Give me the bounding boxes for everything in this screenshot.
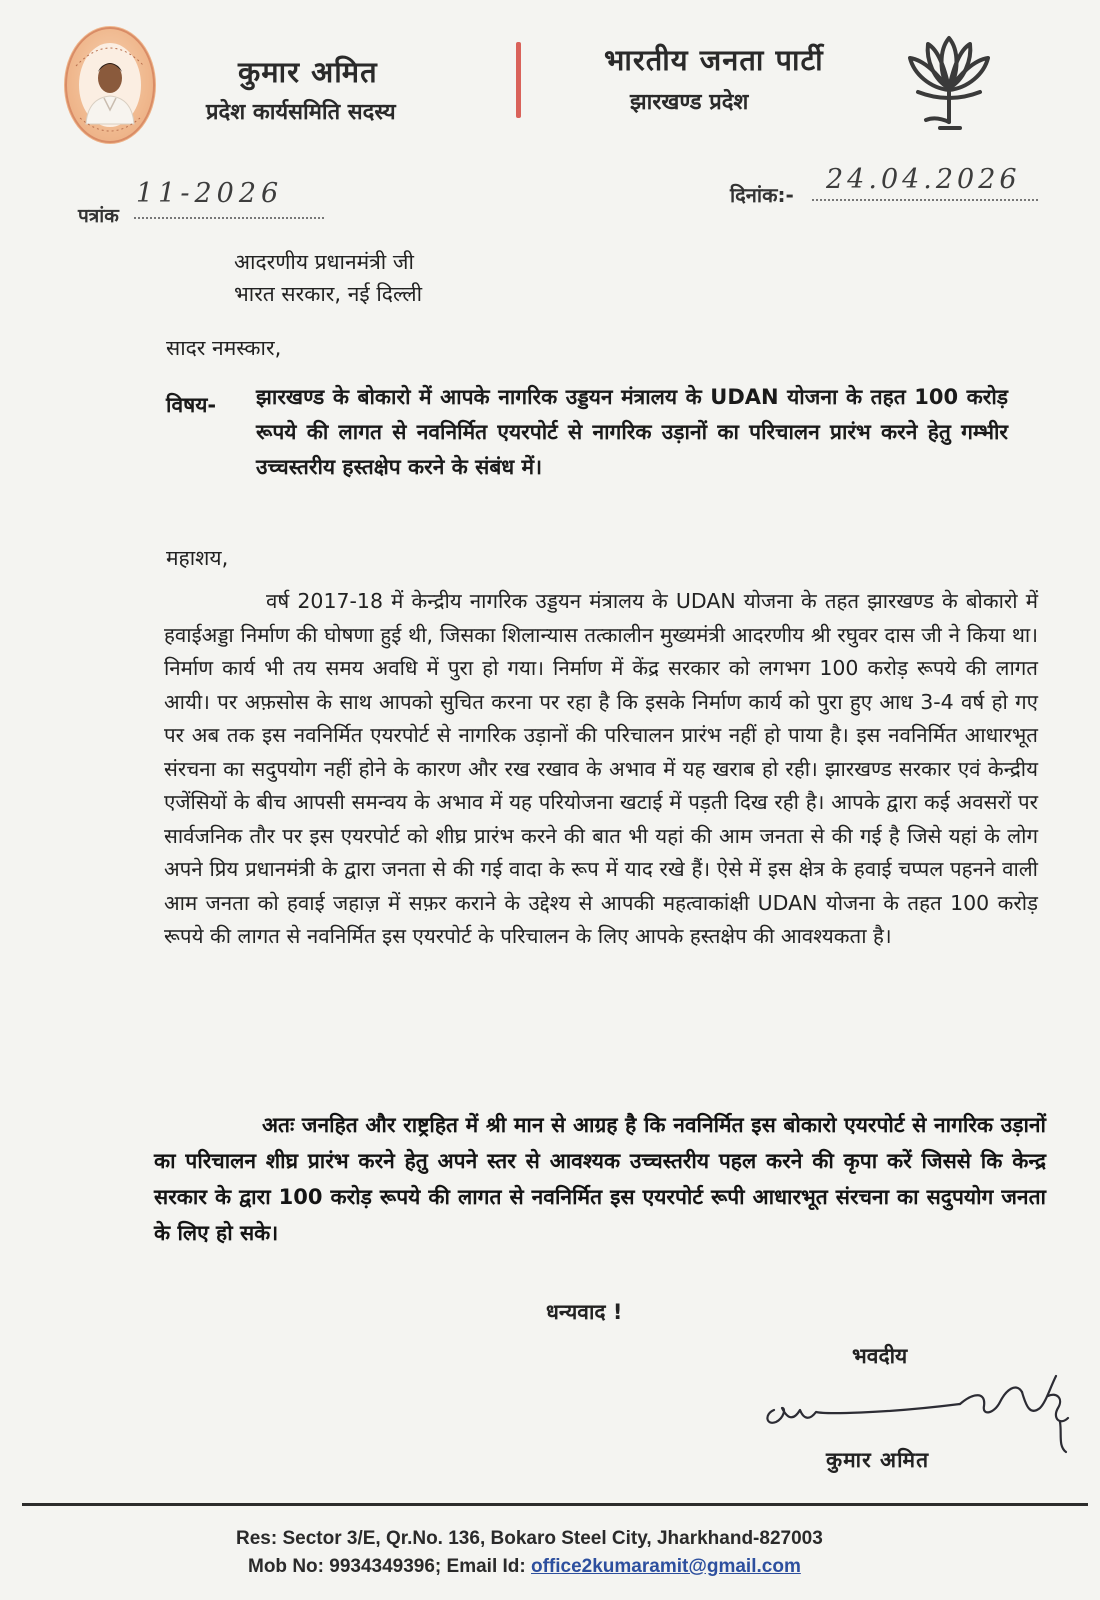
subject-text: झारखण्ड के बोकारो में आपके नागरिक उड्डयन मंत्रालय के UDAN योजना के तहत 100 करोड़ रूपये की लागत से नवनिर्मित एयरपोर्ट से नागरिक उड़ानों का परिचालन प्रारंभ करने हेतु गम्भीर उच्चस्तरीय हस्तक्षेप करने के संबंध में।	[256, 385, 1008, 479]
date-dotted-line	[812, 199, 1038, 201]
lotus-logo-icon	[906, 30, 992, 136]
signer-name: कुमार अमित	[826, 1448, 930, 1472]
date-label: दिनांक:-	[730, 183, 794, 207]
closing-thanks: धन्यवाद !	[546, 1300, 623, 1324]
body-paragraph-2: अतः जनहित और राष्ट्रहित में श्री मान से आग्रह है कि नवनिर्मित इस बोकारो एयरपोर्ट से नागरिक उड़ानों का परिचालन शीघ्र प्रारंभ करने हेतु अपने स्तर से आवश्यक उच्चस्तरीय पहल करने की कृपा करें जिससे कि केन्द्र सरकार के द्वारा 100 करोड़ रूपये की लागत से नवनिर्मित इस एयरपोर्ट रूपी आधारभूत संरचना का सदुपयोग जनता के लिए हो सके।	[154, 1113, 1046, 1245]
recipient-line-1: आदरणीय प्रधानमंत्री जी	[234, 250, 414, 274]
party-state: झारखण्ड प्रदेश	[630, 90, 749, 115]
footer-divider	[22, 1503, 1088, 1506]
date-value: 24.04.2026	[826, 164, 1021, 195]
footer-email-label: Email Id:	[446, 1556, 526, 1577]
reference-number: 11-2026	[136, 178, 284, 209]
footer-mobile: Mob No: 9934349396;	[248, 1556, 442, 1577]
handwritten-signature	[760, 1362, 1080, 1458]
salutation: सादर नमस्कार,	[166, 336, 282, 360]
addressee: महाशय,	[166, 546, 229, 570]
sender-role: प्रदेश कार्यसमिति सदस्य	[206, 100, 396, 125]
recipient-line-2: भारत सरकार, नई दिल्ली	[234, 282, 423, 306]
reference-dotted-line	[134, 217, 324, 219]
footer-address: Res: Sector 3/E, Qr.No. 136, Bokaro Steel City, Jharkhand-827003	[236, 1528, 823, 1549]
sender-photo-seal	[64, 26, 156, 144]
body-paragraph-1: वर्ष 2017-18 में केन्द्रीय नागरिक उड्डयन मंत्रालय के UDAN योजना के तहत झारखण्ड के बोकारो में हवाईअड्डा निर्माण की घोषणा हुई थी, जिसका शिलान्यास तत्कालीन मुख्यमंत्री आदरणीय श्री रघुवर दास जी ने किया था। निर्माण कार्य भी तय समय अवधि में पुरा हो गया। निर्माण में केंद्र सरकार को लगभग 100 करोड़ रूपये की लागत आयी। पर अफ़सोस के साथ आपको सुचित करना पर रहा है कि इसके निर्माण कार्य को पुरा हुए आध 3-4 वर्ष हो गए पर अब तक इस नवनिर्मित एयरपोर्ट से नागरिक उड़ानों की परिचालन प्रारंभ नहीं हो पाया है। इस नवनिर्मित आधारभूत संरचना का सदुपयोग नहीं होने के कारण और रख रखाव के अभाव में यह खराब हो रही। झारखण्ड सरकार एवं केन्द्रीय एजेंसियों के बीच आपसी समन्वय के अभाव में यह परियोजना खटाई में पड़ती दिख रही है। आपके द्वारा कई अवसरों पर सार्वजनिक तौर पर इस एयरपोर्ट को शीघ्र प्रारंभ करने की बात भी यहां की आम जनता से की गई है जिसे यहां के लोग अपने प्रिय प्रधानमंत्री के द्वारा जनता से की गई वादा के रूप में याद रखे हैं। ऐसे में इस क्षेत्र के हवाई चप्पल पहनने वाली आम जनता को हवाई जहाज़ में सफ़र कराने के उद्देश्य से आपकी महत्वाकांक्षी UDAN योजना के तहत 100 करोड़ रूपये की लागत से नवनिर्मित इस एयरपोर्ट के परिचालन के लिए आपके हस्तक्षेप की आवश्यकता है।	[164, 589, 1038, 948]
sender-name: कुमार अमित	[238, 55, 378, 89]
reference-label: पत्रांक	[78, 205, 119, 227]
footer-email-link[interactable]: office2kumaramit@gmail.com	[531, 1556, 801, 1577]
closing-yours: भवदीय	[852, 1344, 908, 1368]
subject-label: विषय-	[166, 393, 217, 417]
header-divider	[516, 42, 521, 118]
party-name: भारतीय जनता पार्टी	[604, 43, 824, 77]
footer-contact	[248, 1556, 1100, 1578]
